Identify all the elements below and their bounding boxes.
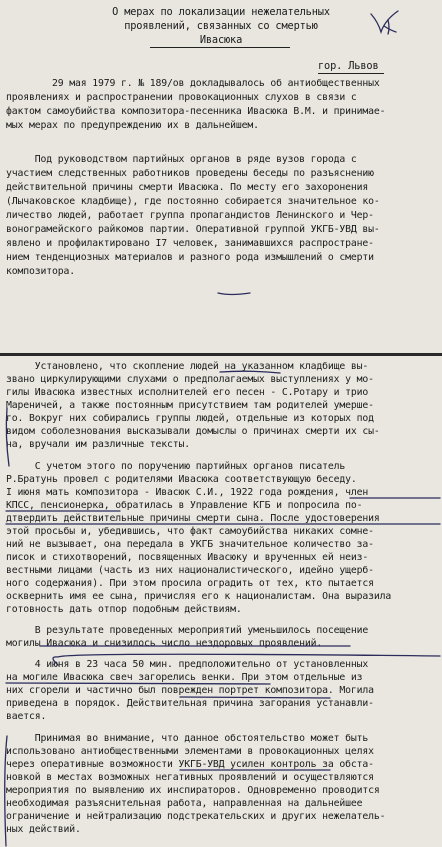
body-line: ограничение и нейтрализацию подстрекательских и других нежелатель- xyxy=(6,811,386,822)
body-line: 29 мая 1979 г. № 189/ов докладывалось об антиобщественных xyxy=(6,78,380,89)
document-page-bottom xyxy=(0,356,442,847)
body-line: участием следственных работников проведены беседы по разъяснению xyxy=(6,168,374,179)
body-line: Принимая во внимание, что данное обстоятельство может быть xyxy=(6,733,369,744)
body-line: ний не вызывает, она передала в УКГБ значительное количество за- xyxy=(6,539,374,550)
body-line: звано циркулирующими слухами о предполагаемых выступлениях у мо- xyxy=(6,374,374,385)
body-line: могилы Ивасюка и снизилось число нездоровых проявлений. xyxy=(6,638,323,649)
body-line: Установлено, что скопление людей на указанном кладбище вы- xyxy=(6,361,369,372)
body-line: писок и стихотворений, посвященных Ивасюку и врученных ей неиз- xyxy=(6,552,369,563)
body-line: новкой в местах возможных негативных проявлений и осуществляются xyxy=(6,772,374,783)
body-line: необходимая разъяснительная работа, направленная на дальнейшее xyxy=(6,798,363,809)
body-line: явлено и профилактировано I7 человек, занимавшихся распростране- xyxy=(6,238,374,249)
body-line: композитора. xyxy=(6,266,75,277)
body-line: (Лычаковское кладбище), где постоянно собирается значительное ко- xyxy=(6,196,380,207)
body-line: этой просьбы и, убедившись, что факт самоубийства никаких сомне- xyxy=(6,526,374,537)
body-line: Мареничей, а также постоянным присутствием там родителей умерше- xyxy=(6,400,374,411)
title-underline xyxy=(150,47,290,48)
body-line: ных действий. xyxy=(6,824,81,835)
body-line: личество людей, работает группа пропагандистов Ленинского и Чер- xyxy=(6,210,374,221)
body-line: них сгорели и частично был поврежден портрет композитора. Могила xyxy=(6,685,374,696)
body-line: мых мерах по предупреждению их в дальнейшем. xyxy=(6,120,259,131)
body-line: через оперативные возможности УКГБ-УВД усилен контроль за обста- xyxy=(6,759,374,770)
body-line: КПСС, пенсионерка, обратилась в Управление КГБ и попросила по- xyxy=(6,500,363,511)
body-line: гилы Ивасюка известных исполнителей его песен - С.Ротару и трио xyxy=(6,387,369,398)
body-line: ного содержания). При этом просила оградить от тех, кто пытается xyxy=(6,578,374,589)
document-place: гор. Львов xyxy=(318,60,379,72)
body-line: С учетом этого по поручению партийных органов писатель xyxy=(6,461,346,472)
body-line: нием тенденциозных материалов и разного рода измышлений о смерти xyxy=(6,252,374,263)
body-line: на, вручали им различные тексты. xyxy=(6,439,190,450)
handwritten-mark-icon xyxy=(368,8,402,36)
document-title-line: проявлений, связанных со смертью xyxy=(124,20,318,32)
body-line: осквернить имя ее сына, причисляя его к националистам. Она выразила xyxy=(6,591,392,602)
body-line: мероприятия по выявлению их инспираторов. Одновременно проводится xyxy=(6,785,380,796)
body-line: вестными лицами (часть из них националистического, идейно ущерб- xyxy=(6,565,374,576)
body-line: Р.Братунь провел с родителями Ивасюка соответствующую беседу. xyxy=(6,474,357,485)
body-line: вается. xyxy=(6,711,47,722)
body-line: дтвердить действительные причины смерти сына. После удостоверения xyxy=(6,513,380,524)
body-line: I июня мать композитора - Ивасюк С.И., 1922 года рождения, член xyxy=(6,487,369,498)
body-line: Под руководством партийных органов в ряде вузов города с xyxy=(6,154,357,165)
body-line: использовано антиобщественными элементами в провокационных целях xyxy=(6,746,374,757)
body-line: 4 июня в 23 часа 50 мин. предположительно от установленных xyxy=(6,659,369,670)
body-line: готовность дать отпор подобным действиям. xyxy=(6,604,242,615)
body-line: на могиле Ивасюка свеч загорелись венки. При этом отдельные из xyxy=(6,672,363,683)
body-line: фактом самоубийства композитора-песенника Ивасюка В.М. и принимае- xyxy=(6,106,386,117)
body-line: вонограмейского райкомов партии. Оперативной группой УКГБ-УВД вы- xyxy=(6,224,380,235)
document-title-line: О мерах по локализации нежелательных xyxy=(112,6,330,18)
body-line: го. Вокруг них собирались группы людей, отдельные из которых под xyxy=(6,413,374,424)
body-line: проявлениях и распространении провокационных слухов в связи с xyxy=(6,92,357,103)
body-line: В результате проведенных мероприятий уменьшилось посещение xyxy=(6,625,369,636)
body-line: действительной причины смерти Ивасюка. По месту его захоронения xyxy=(6,182,369,193)
body-line: приведена в порядок. Действительная причина загорания устанавли- xyxy=(6,698,374,709)
document-title-line: Ивасюка xyxy=(199,34,243,46)
place-underline xyxy=(318,73,384,74)
document-page-top xyxy=(0,0,442,353)
body-line: видом соболезнования высказывали домыслы о причинах смерти их сы- xyxy=(6,426,380,437)
